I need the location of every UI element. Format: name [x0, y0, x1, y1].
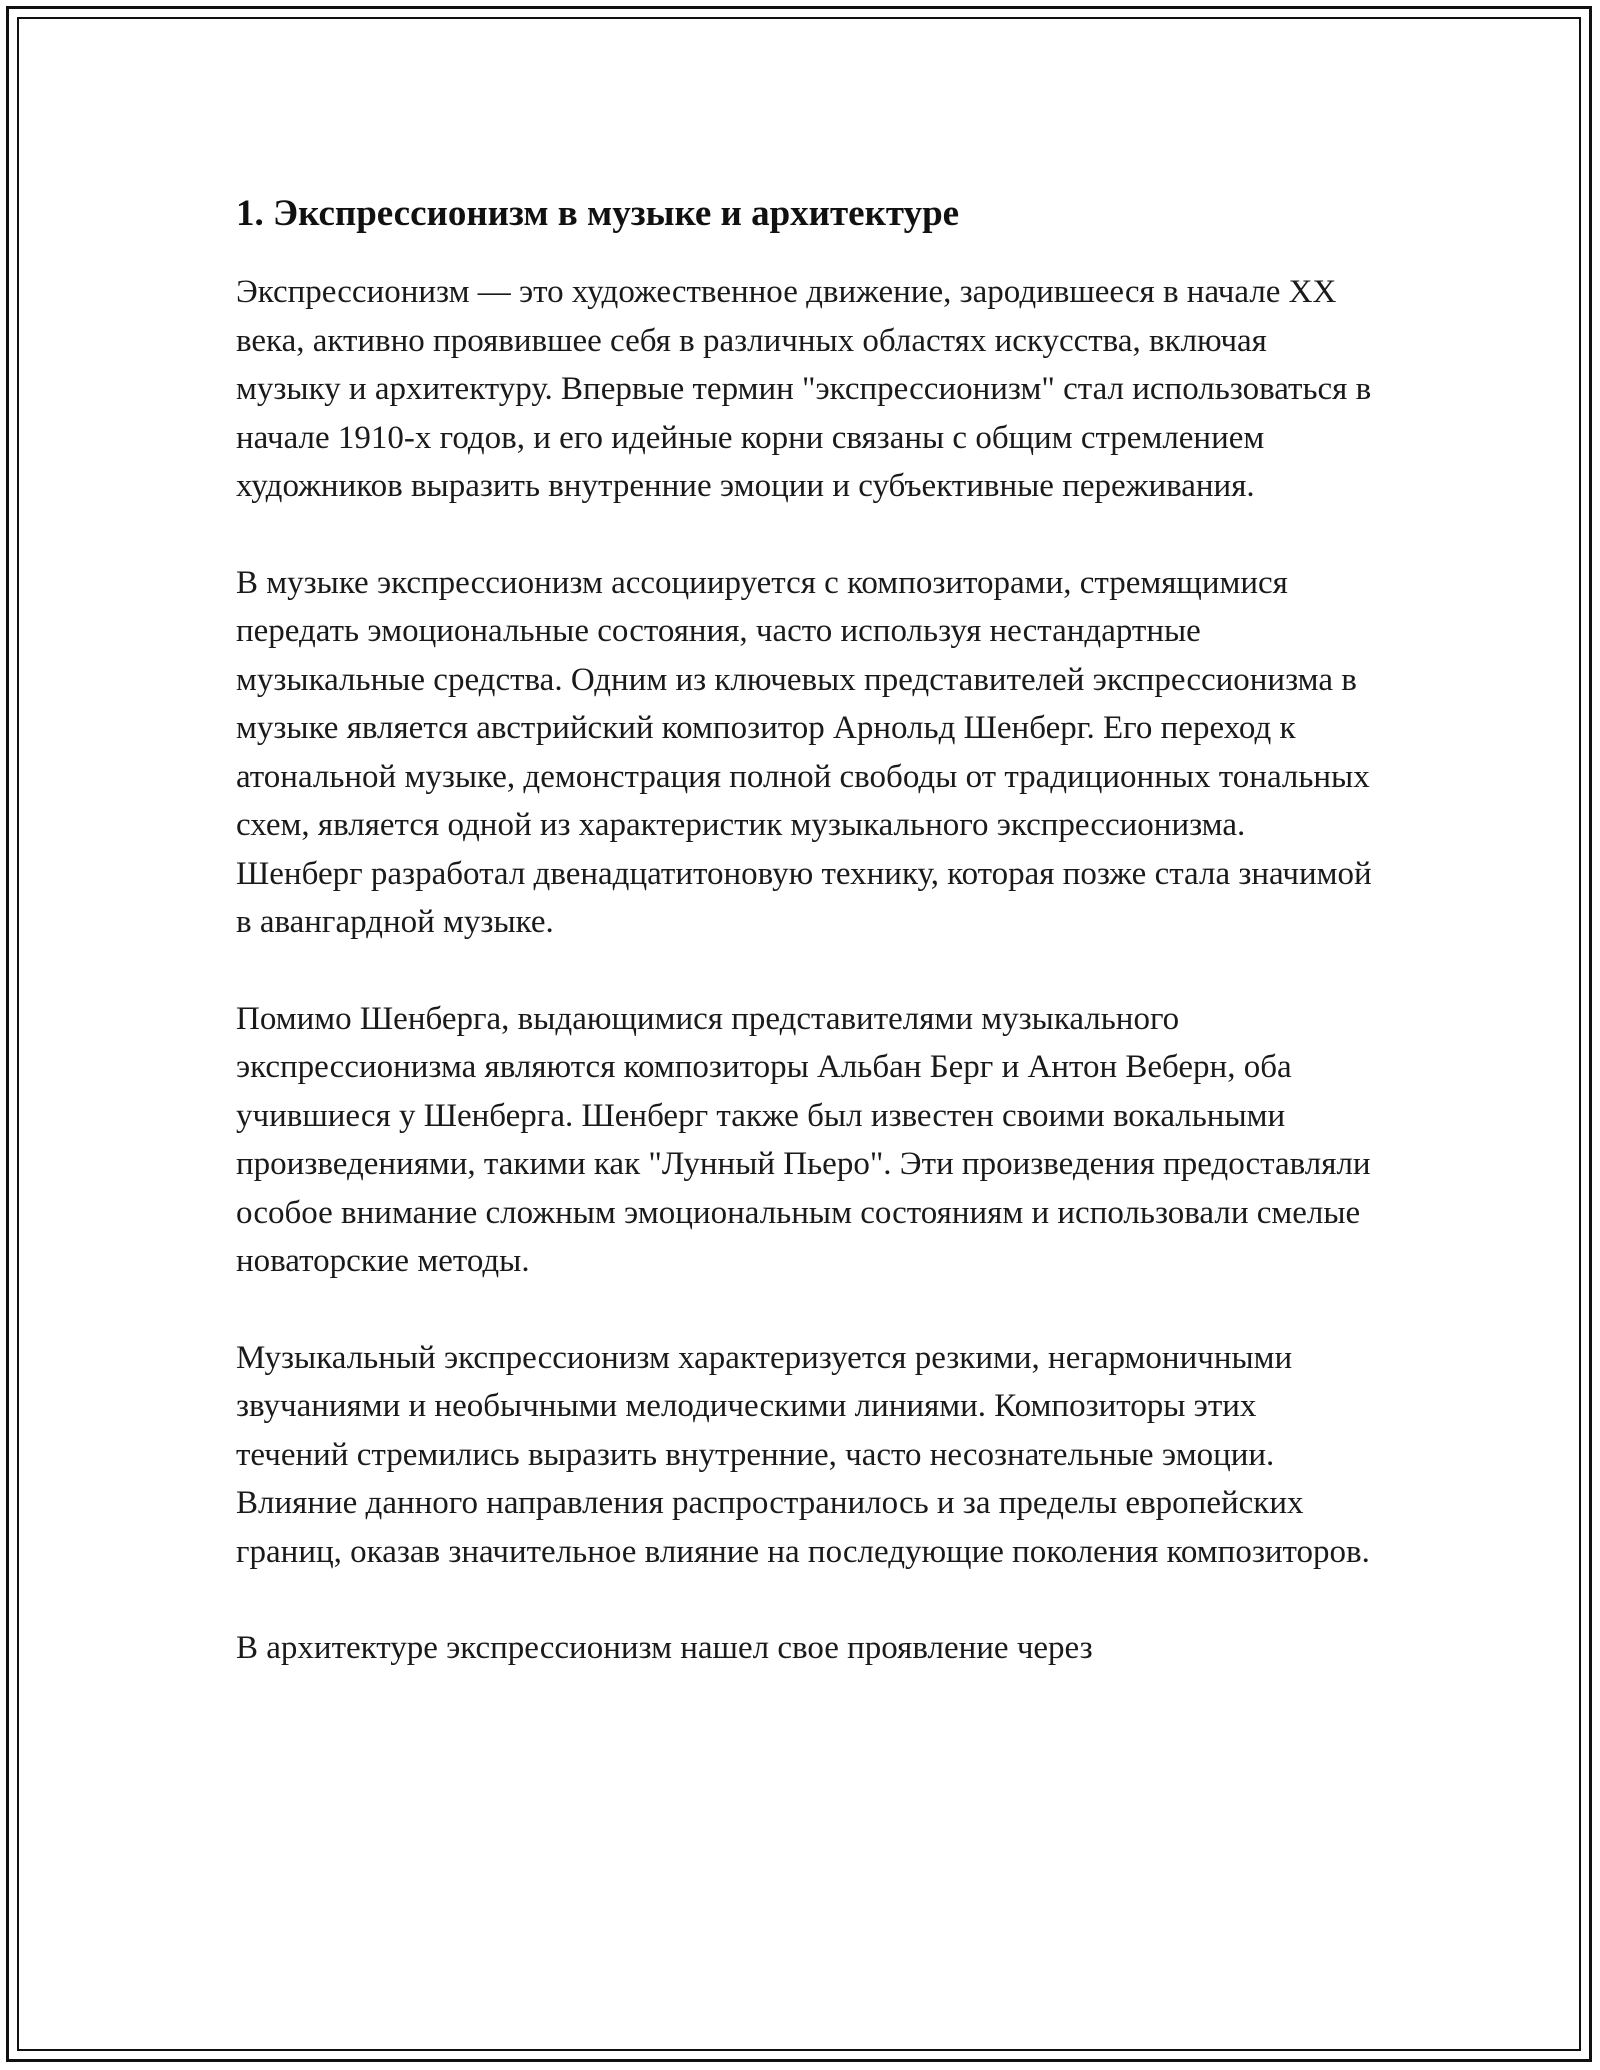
paragraph-berg-webern: Помимо Шенберга, выдающимися представителями музыкального экспрессионизма являются композиторы Альбан Берг и Антон Веберн, оба учившиеся у Шенберга. Шенберг также был известен своими вокальными произведениями, такими как "Лунный Пьеро". Эти произведения предоставляли особое внимание сложным эмоциональным состояниям и использовали смелые новаторские методы. [236, 1000, 1371, 1279]
paragraph-intro: Экспрессионизм — это художественное движение, зародившееся в начале XX века, активно проявившее себя в различных областях искусства, включая музыку и архитектуру. Впервые термин "экспрессионизм" стал использоваться в начале 1910-х годов, и его идейные корни связаны с общим стремлением художников выразить внутренние эмоции и субъективные переживания. [236, 274, 1372, 504]
paragraph-music-characteristics: Музыкальный экспрессионизм характеризуется резкими, негармоничными звучаниями и необычными мелодическими линиями. Композиторы этих течений стремились выразить внутренние, часто несознательные эмоции. Влияние данного направления распространилось и за пределы европейских границ, оказав значительное влияние на последующие поколения композиторов. [236, 1339, 1370, 1570]
paragraph-music-schoenberg: В музыке экспрессионизм ассоциируется с композиторами, стремящимися передать эмоциональные состояния, часто используя нестандартные музыкальные средства. Одним из ключевых представителей экспрессионизма в музыке является австрийский композитор Арнольд Шенберг. Его переход к атональной музыке, демонстрация полной свободы от традиционных тональных схем, является одной из характеристик музыкального экспрессионизма. Шенберг разработал двенадцатитоновую технику, которая позже стала значимой в авангардной музыке. [236, 564, 1372, 940]
paragraph-architecture: В архитектуре экспрессионизм нашел свое проявление через [236, 1630, 1093, 1666]
document-body [236, 186, 1376, 1721]
section-heading: 1. Экспрессионизм в музыке и архитектуре [236, 193, 960, 234]
